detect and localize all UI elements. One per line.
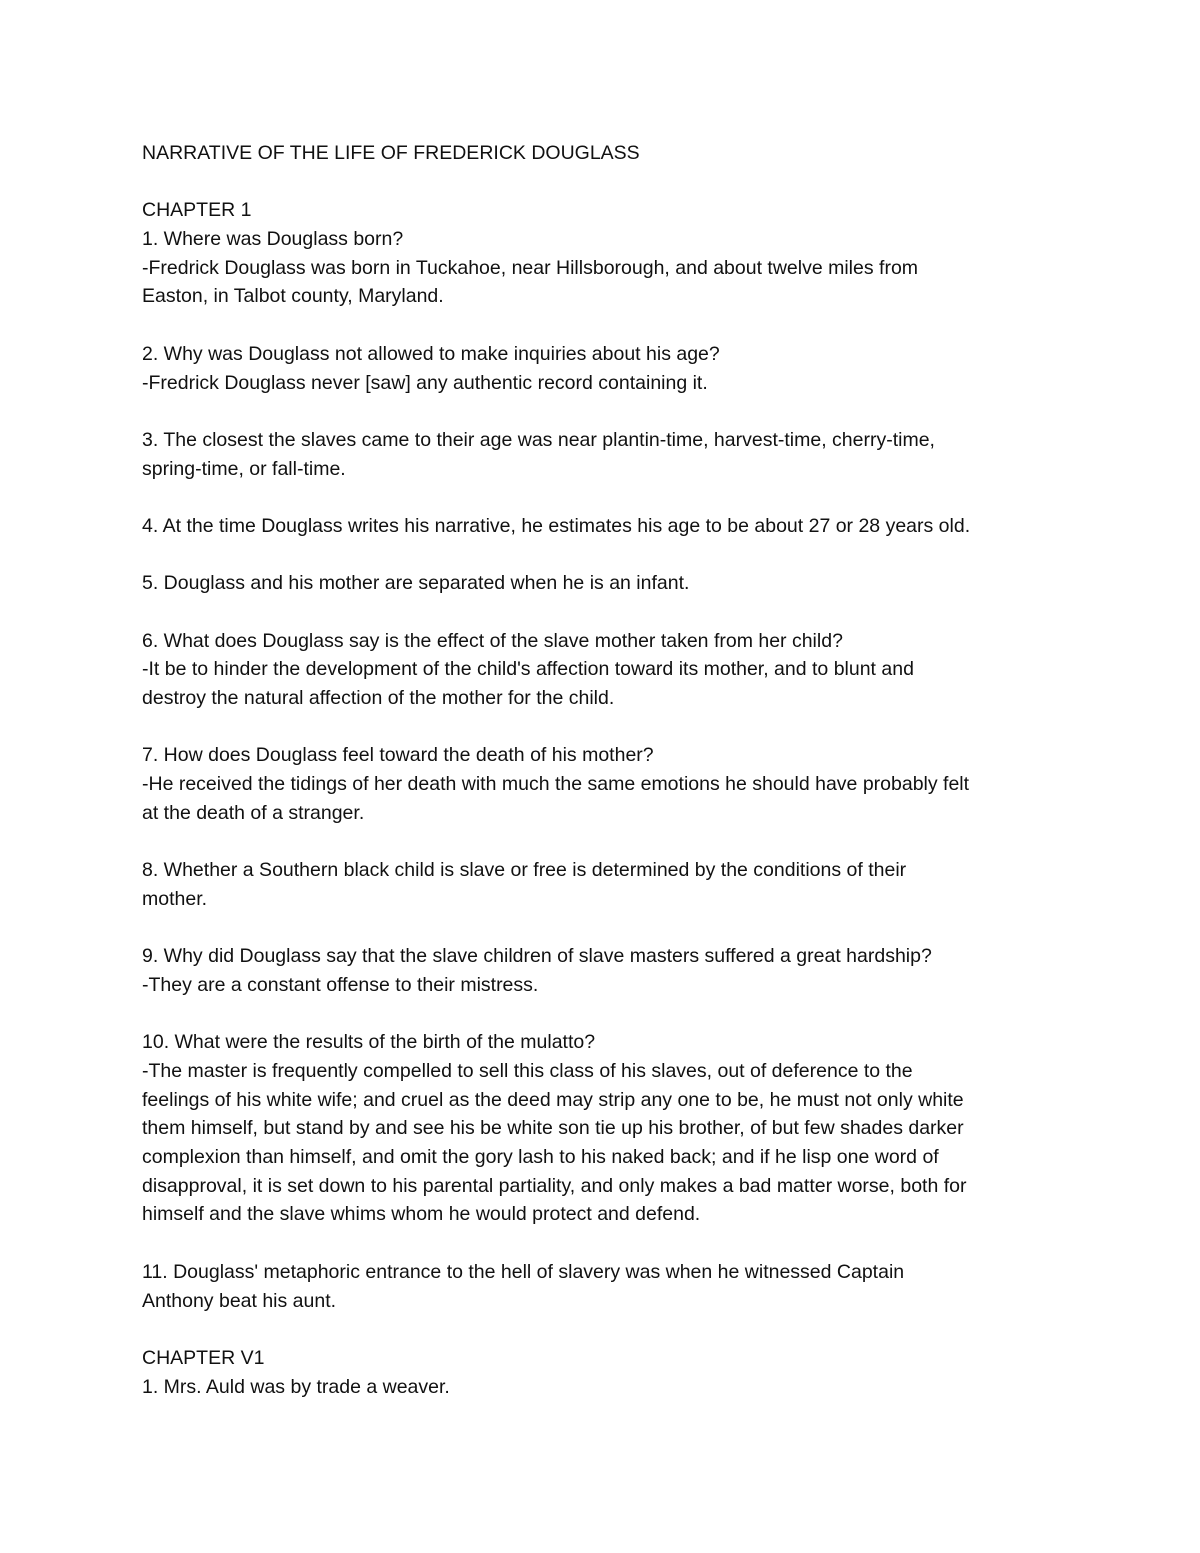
answer-10-line-2: feelings of his white wife; and cruel as the deed may strip any one to be, he must not only white — [142, 1088, 964, 1111]
answer-6-line-1: -It be to hinder the development of the child's affection toward its mother, and to blunt and — [142, 658, 914, 681]
answer-10-line-1: -The master is frequently compelled to sell this class of his slaves, out of deference to the — [142, 1060, 913, 1082]
answer-7-line-1: -He received the tidings of her death with much the same emotions he should have probably felt — [142, 773, 970, 796]
item-5: 5. Douglass and his mother are separated when he is an infant. — [142, 572, 690, 595]
question-9: 9. Why did Douglass say that the slave children of slave masters suffered a great hardship? — [142, 945, 932, 968]
question-1: 1. Where was Douglass born? — [142, 228, 404, 251]
question-6: 6. What does Douglass say is the effect of the slave mother taken from her child? — [142, 629, 843, 652]
answer-10-line-5: disapproval, it is set down to his parental partiality, and only makes a bad matter worse, both for — [142, 1174, 967, 1197]
answer-9: -They are a constant offense to their mistress. — [142, 973, 539, 996]
item-11-line-1: 11. Douglass' metaphoric entrance to the hell of slavery was when he witnessed Captain — [142, 1260, 905, 1283]
item-8-line-2: mother. — [142, 887, 208, 910]
chapter-6-heading: CHAPTER V1 — [142, 1346, 265, 1369]
answer-6-line-2: destroy the natural affection of the mother for the child. — [142, 687, 615, 710]
question-2: 2. Why was Douglass not allowed to make inquiries about his age? — [142, 342, 720, 365]
question-7: 7. How does Douglass feel toward the death of his mother? — [142, 744, 654, 767]
document-page — [142, 139, 1072, 1401]
answer-7-line-2: at the death of a stranger. — [142, 801, 365, 824]
answer-10-line-4: complexion than himself, and omit the gory lash to his naked back; and if he lisp one word of — [142, 1146, 939, 1169]
item-11-line-2: Anthony beat his aunt. — [142, 1289, 337, 1312]
item-8-line-1: 8. Whether a Southern black child is slave or free is determined by the conditions of their — [142, 859, 907, 882]
answer-2: -Fredrick Douglass never [saw] any authentic record containing it. — [142, 371, 708, 394]
item-3-line-2: spring-time, or fall-time. — [142, 457, 346, 480]
question-10: 10. What were the results of the birth of the mulatto? — [142, 1031, 596, 1054]
chapter-1-heading: CHAPTER 1 — [142, 199, 252, 222]
document-title: NARRATIVE OF THE LIFE OF FREDERICK DOUGLASS — [142, 142, 640, 164]
item-4: 4. At the time Douglass writes his narrative, he estimates his age to be about 27 or 28 years old. — [142, 514, 971, 537]
answer-10-line-6: himself and the slave whims whom he would protect and defend. — [142, 1203, 701, 1226]
answer-1-line-2: Easton, in Talbot county, Maryland. — [142, 285, 444, 308]
answer-1-line-1: -Fredrick Douglass was born in Tuckahoe, near Hillsborough, and about twelve miles from — [142, 256, 919, 279]
answer-10-line-3: them himself, but stand by and see his be white son tie up his brother, of but few shades darker — [142, 1117, 964, 1140]
item-3-line-1: 3. The closest the slaves came to their age was near plantin-time, harvest-time, cherry-time, — [142, 428, 935, 451]
chapter-6-item-1: 1. Mrs. Auld was by trade a weaver. — [142, 1375, 450, 1398]
